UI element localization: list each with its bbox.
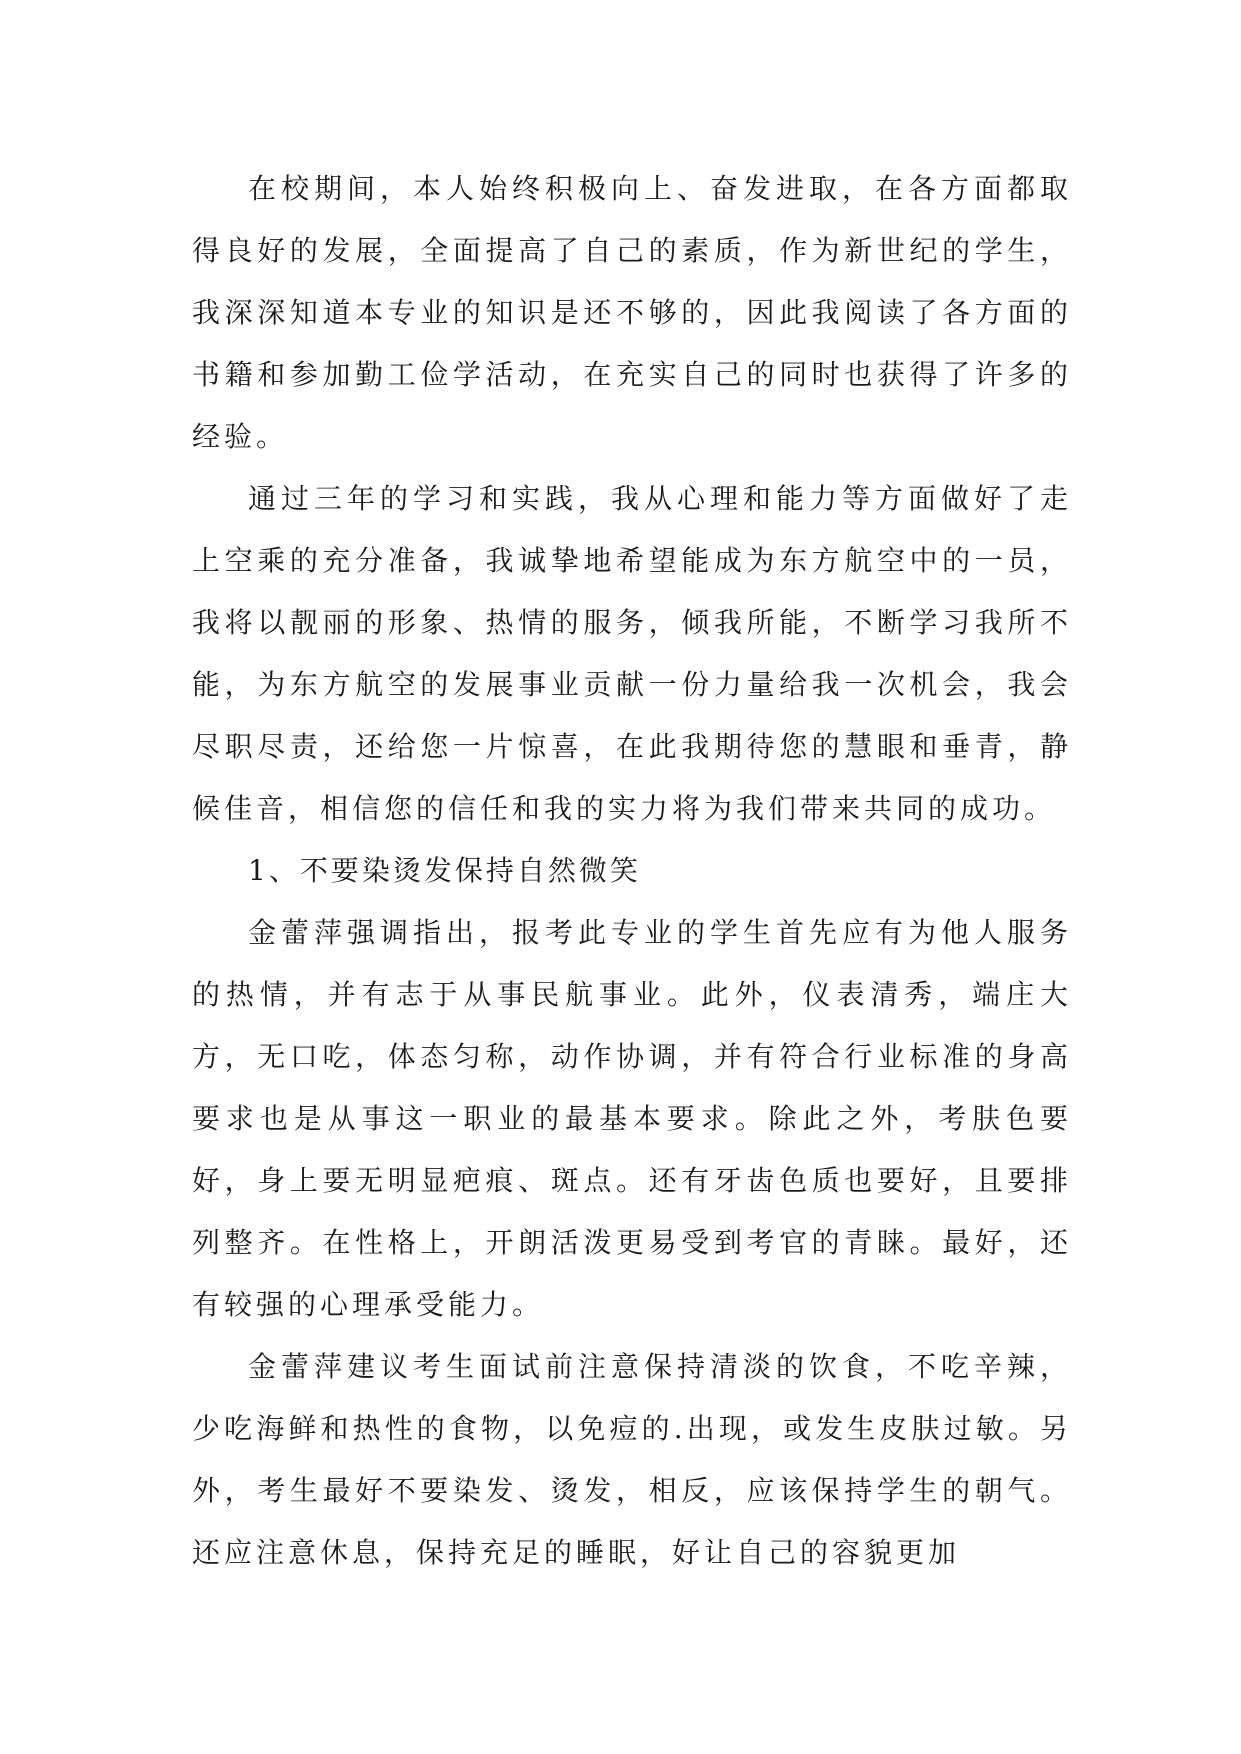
- paragraph-career-aspiration: 通过三年的学习和实践，我从心理和能力等方面做好了走上空乘的充分准备，我诚挚地希望能成为东方航空中的一员，我将以靓丽的形象、热情的服务，倾我所能，不断学习我所不能，为东方航空的发展事业贡献一份力量给我一次机会，我会尽职尽责，还给您一片惊喜，在此我期待您的慧眼和垂青，静候佳音，相信您的信任和我的实力将为我们带来共同的成功。: [192, 482, 1072, 825]
- paragraph-study-period: 在校期间，本人始终积极向上、奋发进取，在各方面都取得良好的发展，全面提高了自己的素质，作为新世纪的学生，我深深知道本专业的知识是还不够的，因此我阅读了各方面的书籍和参加勤工俭学活动，在充实自己的同时也获得了许多的经验。: [192, 172, 1072, 453]
- paragraph-advice: 金蕾萍建议考生面试前注意保持清淡的饮食，不吃辛辣，少吃海鲜和热性的食物，以免痘的.出现，或发生皮肤过敏。另外，考生最好不要染发、烫发，相反，应该保持学生的朝气。还应注意休息，保持充足的睡眠，好让自己的容貌更加: [192, 1350, 1072, 1569]
- paragraph-requirements: 金蕾萍强调指出，报考此专业的学生首先应有为他人服务的热情，并有志于从事民航事业。此外，仪表清秀，端庄大方，无口吃，体态匀称，动作协调，并有符合行业标准的身高要求也是从事这一职业的最基本要求。除此之外，考肤色要好，身上要无明显疤痕、斑点。还有牙齿色质也要好，且要排列整齐。在性格上，开朗活泼更易受到考官的青睐。最好，还有较强的心理承受能力。: [192, 916, 1072, 1321]
- section-heading: 1、不要染烫发保持自然微笑: [248, 854, 641, 887]
- document-body: [192, 158, 1072, 1584]
